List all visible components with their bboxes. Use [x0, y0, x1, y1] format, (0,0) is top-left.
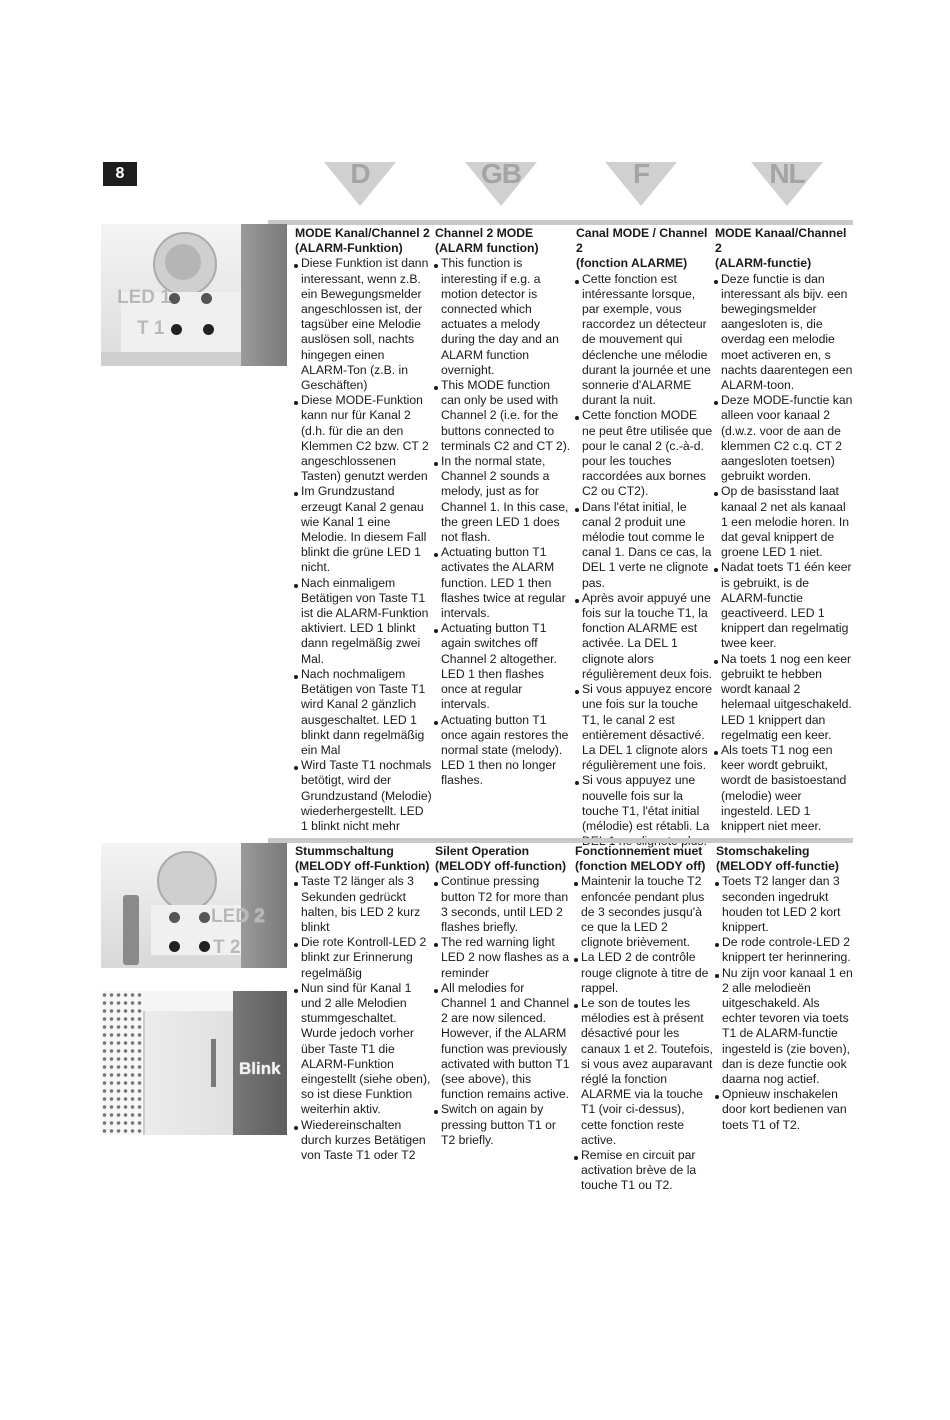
section-title: Stummschaltung (MELODY off-Funktion) — [295, 844, 430, 874]
list-item: Im Grundzustand erzeugt Kanal 2 genau wie Kanal 1 eine Melodie. In diesem Fall blinkt die grüne LED 1 nicht. — [295, 484, 433, 575]
list-item: Remise en circuit par activation brève de la touche T1 ou T2. — [575, 1148, 713, 1194]
list-item: Nu zijn voor kanaal 1 en 2 alle melodieën uitgeschakeld. Als echter tevoren via toets T1 de ALARM-functie ingesteld is (zie boven), dan is deze functie ook daarna nog actief. — [716, 966, 854, 1088]
photo-label-t2: T 2 — [213, 937, 241, 958]
photo-label-t1: T 1 — [137, 318, 165, 339]
section2-column-fr — [575, 844, 713, 1194]
list-item: Na toets 1 nog een keer gebruikt te hebben wordt kanaal 2 helemaal uitgeschakeld. LED 1 knippert dan regelmatig een keer. — [715, 652, 853, 743]
list-item: Wiedereinschalten durch kurzes Betätigen von Taste T1 oder T2 — [295, 1118, 433, 1164]
photo-label-led1: LED 1 — [117, 287, 171, 308]
section-divider — [268, 838, 853, 843]
list-item: Actuating button T1 once again restores the normal state (melody). LED 1 then no longer flashes. — [435, 713, 573, 789]
section-title: Canal MODE / Channel 2 (fonction ALARME) — [576, 226, 708, 271]
list-item: Deze MODE-functie kan alleen voor kanaal 2 (d.w.z. voor de aan de klemmen C2 c.q. CT 2 aangesloten toetsen) gebruikt worden. — [715, 393, 853, 484]
list-item: This function is interesting if e.g. a motion detector is connected which actuates a melody during the day and an ALARM function overnight. — [435, 256, 573, 378]
device-photo-led1 — [101, 224, 287, 366]
list-item: Opnieuw inschakelen door kort bedienen van toets T1 of T2. — [716, 1087, 854, 1133]
list-item: Op de basisstand laat kanaal 2 net als kanaal 1 een melodie horen. In dat geval knippert de groene LED 1 niet. — [715, 484, 853, 560]
list-item: Cette fonction est intéressante lorsque, par exemple, vous raccordez un détecteur de mouvement qui déclenche une mélodie durant la journée et une sonnerie d'ALARME durant la nuit. — [576, 272, 714, 409]
language-label-d: D — [350, 158, 370, 189]
section1-column-en — [435, 226, 573, 789]
section-title: Stomschakeling (MELODY off-functie) — [716, 844, 839, 874]
list-item: Cette fonction MODE ne peut être utilisée que pour le canal 2 (c.-à-d. pour les touches raccordées aux bornes C2 ou CT2). — [576, 408, 714, 499]
section1-column-fr — [576, 226, 714, 849]
list-item: All melodies for Channel 1 and Channel 2 are now silenced. However, if the ALARM function was previously activated with button T1 (see above), this function remains active. — [435, 981, 573, 1103]
list-item: Als toets T1 nog een keer wordt gebruikt, wordt de basistoestand (melodie) weer ingesteld. LED 1 knippert niet meer. — [715, 743, 853, 834]
section1-column-nl — [715, 226, 853, 834]
page-number: 8 — [103, 162, 137, 186]
device-photo-led2 — [101, 843, 287, 968]
language-label-f: F — [632, 158, 650, 189]
section2-column-nl — [716, 844, 854, 1133]
list-item: Die rote Kontroll-LED 2 blinkt zur Erinnerung regelmäßig — [295, 935, 433, 981]
section-title: Silent Operation (MELODY off-function) — [435, 844, 567, 874]
list-item: Toets T2 langer dan 3 seconden ingedrukt houden tot LED 2 kort knippert. — [716, 874, 854, 935]
list-item: Après avoir appuyé une fois sur la touche T1, la fonction ALARME est activée. La DEL 1 clignote alors régulièrement deux fois. — [576, 591, 714, 682]
photo-label-blink: Blink — [239, 1059, 281, 1078]
section1-column-de — [295, 226, 433, 834]
list-item: De rode controle-LED 2 knippert ter herinnering. — [716, 935, 854, 965]
section2-column-en — [435, 844, 573, 1148]
list-item: Nun sind für Kanal 1 und 2 alle Melodien stummgeschaltet. Wurde jedoch vorher über Taste T1 die ALARM-Funktion eingestellt (siehe oben), so ist diese Funktion weiterhin aktiv. — [295, 981, 433, 1118]
language-label-gb: GB — [481, 158, 521, 189]
list-item: Nach nochmaligem Betätigen von Taste T1 wird Kanal 2 gänzlich ausgeschaltet. LED 1 blinkt dann regelmäßig ein Mal — [295, 667, 433, 758]
list-item: The red warning light LED 2 now flashes as a reminder — [435, 935, 573, 981]
list-item: Deze functie is dan interessant als bijv. een bewegingsmelder aangesloten is, die overdag een melodie moet activeren en, s nachts daarentegen een ALARM-toon. — [715, 272, 853, 394]
list-item: Maintenir la touche T2 enfoncée pendant plus de 3 secondes jusqu'à ce que la LED 2 clignote brièvement. — [575, 874, 713, 950]
photo-label-led2: LED 2 — [211, 906, 265, 927]
section-divider — [268, 220, 853, 225]
section-title: Channel 2 MODE (ALARM function) — [435, 226, 539, 256]
section-title: MODE Kanaal/Channel 2 (ALARM-functie) — [715, 226, 847, 271]
language-label-nl: NL — [769, 158, 805, 189]
list-item: Switch on again by pressing button T1 or T2 briefly. — [435, 1102, 573, 1148]
section-title: MODE Kanal/Channel 2 (ALARM-Funktion) — [295, 226, 430, 256]
list-item: Nadat toets T1 één keer is gebruikt, is de ALARM-functie geactiveerd. LED 1 knippert dan regelmatig twee keer. — [715, 560, 853, 651]
list-item: Actuating button T1 again switches off Channel 2 altogether. LED 1 then flashes once at regular intervals. — [435, 621, 573, 712]
list-item: Nach einmaligem Betätigen von Taste T1 ist die ALARM-Funktion aktiviert. LED 1 blinkt dann regelmäßig zwei Mal. — [295, 576, 433, 667]
list-item: Taste T2 länger als 3 Sekunden gedrückt halten, bis LED 2 kurz blinkt — [295, 874, 433, 935]
list-item: Diese Funktion ist dann interessant, wenn z.B. ein Bewegungsmelder angeschlossen ist, der tagsüber eine Melodie auslösen soll, nachts hingegen einen ALARM-Ton (z.B. in Geschäften) — [295, 256, 433, 393]
list-item: Le son de toutes les mélodies est à présent désactivé pour les canaux 1 et 2. Toutefois, si vous avez auparavant réglé la fonction ALARME via la touche T1 (voir ci-dessus), cette fonction reste active. — [575, 996, 713, 1148]
list-item: This MODE function can only be used with Channel 2 (i.e. for the buttons connected to terminals C2 and CT 2). — [435, 378, 573, 454]
list-item: Actuating button T1 activates the ALARM function. LED 1 then flashes twice at regular intervals. — [435, 545, 573, 621]
list-item: In the normal state, Channel 2 sounds a melody, just as for Channel 1. In this case, the green LED 1 does not flash. — [435, 454, 573, 545]
section2-column-de — [295, 844, 433, 1163]
list-item: Continue pressing button T2 for more than 3 seconds, until LED 2 flashes briefly. — [435, 874, 573, 935]
list-item: Wird Taste T1 nochmals betötigt, wird der Grundzustand (Melodie) wiederhergestellt. LED 1 blinkt nicht mehr — [295, 758, 433, 834]
list-item: La LED 2 de contrôle rouge clignote à titre de rappel. — [575, 950, 713, 996]
list-item: Si vous appuyez encore une fois sur la touche T1, le canal 2 est entièrement désactivé. La DEL 1 clignote alors régulièrement une fois. — [576, 682, 714, 773]
list-item: Diese MODE-Funktion kann nur für Kanal 2 (d.h. für die an den Klemmen C2 bzw. CT 2 angeschlossenen Tasten) genutzt werden — [295, 393, 433, 484]
list-item: Dans l'état initial, le canal 2 produit une mélodie tout comme le canal 1. Dans ce cas, la DEL 1 verte ne clignote pas. — [576, 500, 714, 591]
list-item: Si vous appuyez une nouvelle fois sur la touche T1, l'état initial (mélodie) est rétabli. La — [576, 773, 714, 849]
section-title: Fonctionnement muet (fonction MELODY off) — [575, 844, 706, 874]
door-photo-blink — [101, 991, 287, 1135]
